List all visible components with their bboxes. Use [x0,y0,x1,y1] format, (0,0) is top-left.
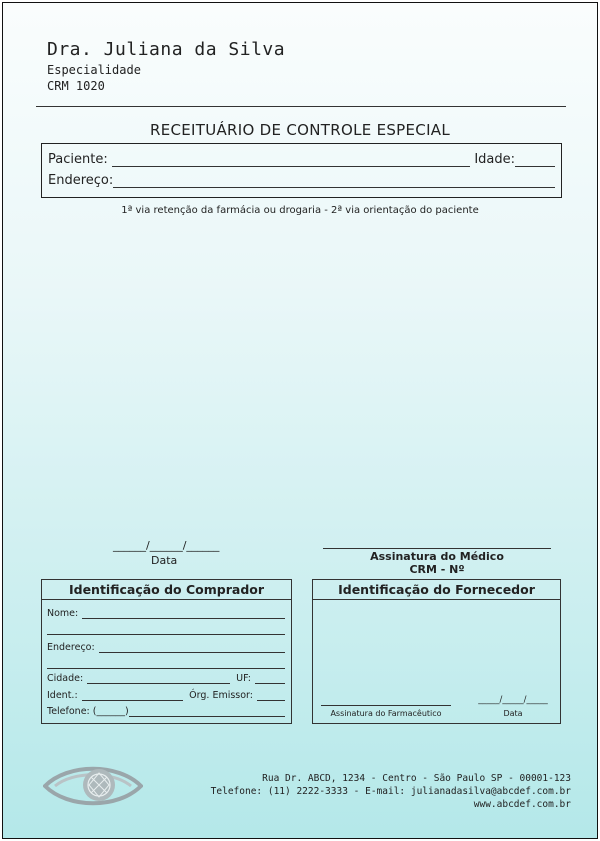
header-divider [36,106,566,107]
patient-name-field[interactable] [112,154,471,167]
date-label: Data [151,554,178,567]
via-note: 1ª via retenção da farmácia ou drogaria - 2ª via orientação do paciente [121,205,479,216]
buyer-name-label: Nome: [47,608,79,619]
eye-logo-icon [43,761,143,811]
footer-address: Rua Dr. ABCD, 1234 - Centro - São Paulo SP - 00001-123 [262,773,571,784]
buyer-uf-label: UF: [236,673,251,684]
buyer-issuer-field[interactable] [257,691,285,701]
buyer-name-field-2[interactable] [47,625,285,635]
address-label: Endereço: [48,173,114,188]
doctor-crm-number-label: CRM - Nº [409,563,465,576]
prescription-page [2,2,598,839]
supplier-date-field[interactable]: _____/_____/_____ [478,695,548,705]
buyer-city-field[interactable] [87,674,230,684]
buyer-city-row [47,673,285,684]
pharmacist-signature-line[interactable] [321,705,451,706]
footer-contact: Telefone: (11) 2222-3333 - E-mail: julianadasilva@abcdef.com.br [210,786,571,797]
doctor-specialty: Especialidade [47,63,141,77]
buyer-address-label: Endereço: [47,642,95,653]
buyer-phone-label: Telefone: [47,706,90,717]
buyer-uf-field[interactable] [255,674,285,684]
address-row [48,173,555,188]
patient-box [41,143,562,198]
buyer-box [41,579,292,724]
buyer-address-row [47,642,285,653]
buyer-ident-field[interactable] [82,691,184,701]
pharmacist-signature-label: Assinatura do Farmacêutico [330,709,442,718]
age-label: Idade: [474,152,515,167]
buyer-title: Identificação do Comprador [42,580,291,600]
buyer-address-field-2[interactable] [47,659,285,669]
doctor-signature-label: Assinatura do Médico [370,550,504,563]
footer-website: www.abcdef.com.br [473,799,571,810]
buyer-city-label: Cidade: [47,673,84,684]
buyer-ident-label: Ident.: [47,690,78,701]
doctor-signature-line[interactable] [323,548,551,549]
patient-label: Paciente: [48,152,108,167]
doctor-name: Dra. Juliana da Silva [47,39,286,60]
date-field[interactable]: ______/______/______ [113,539,220,552]
address-field[interactable] [113,175,555,188]
buyer-phone-row [47,706,285,717]
buyer-phone-area-field[interactable]: (______) [92,706,129,717]
buyer-name-row [47,608,285,619]
document-title: RECEITUÁRIO DE CONTROLE ESPECIAL [149,121,451,139]
buyer-issuer-label: Órg. Emissor: [189,690,253,701]
buyer-phone-field[interactable] [129,707,285,717]
age-field[interactable] [515,154,555,167]
buyer-ident-row [47,690,285,701]
supplier-title: Identificação do Fornecedor [313,580,560,600]
buyer-name-row-2 [47,625,285,635]
buyer-name-field[interactable] [82,609,285,619]
buyer-address-row-2 [47,659,285,669]
supplier-date-label: Data [503,709,523,718]
buyer-address-field[interactable] [99,643,285,653]
patient-row [48,152,555,167]
supplier-box [312,579,561,724]
doctor-crm: CRM 1020 [47,79,105,93]
